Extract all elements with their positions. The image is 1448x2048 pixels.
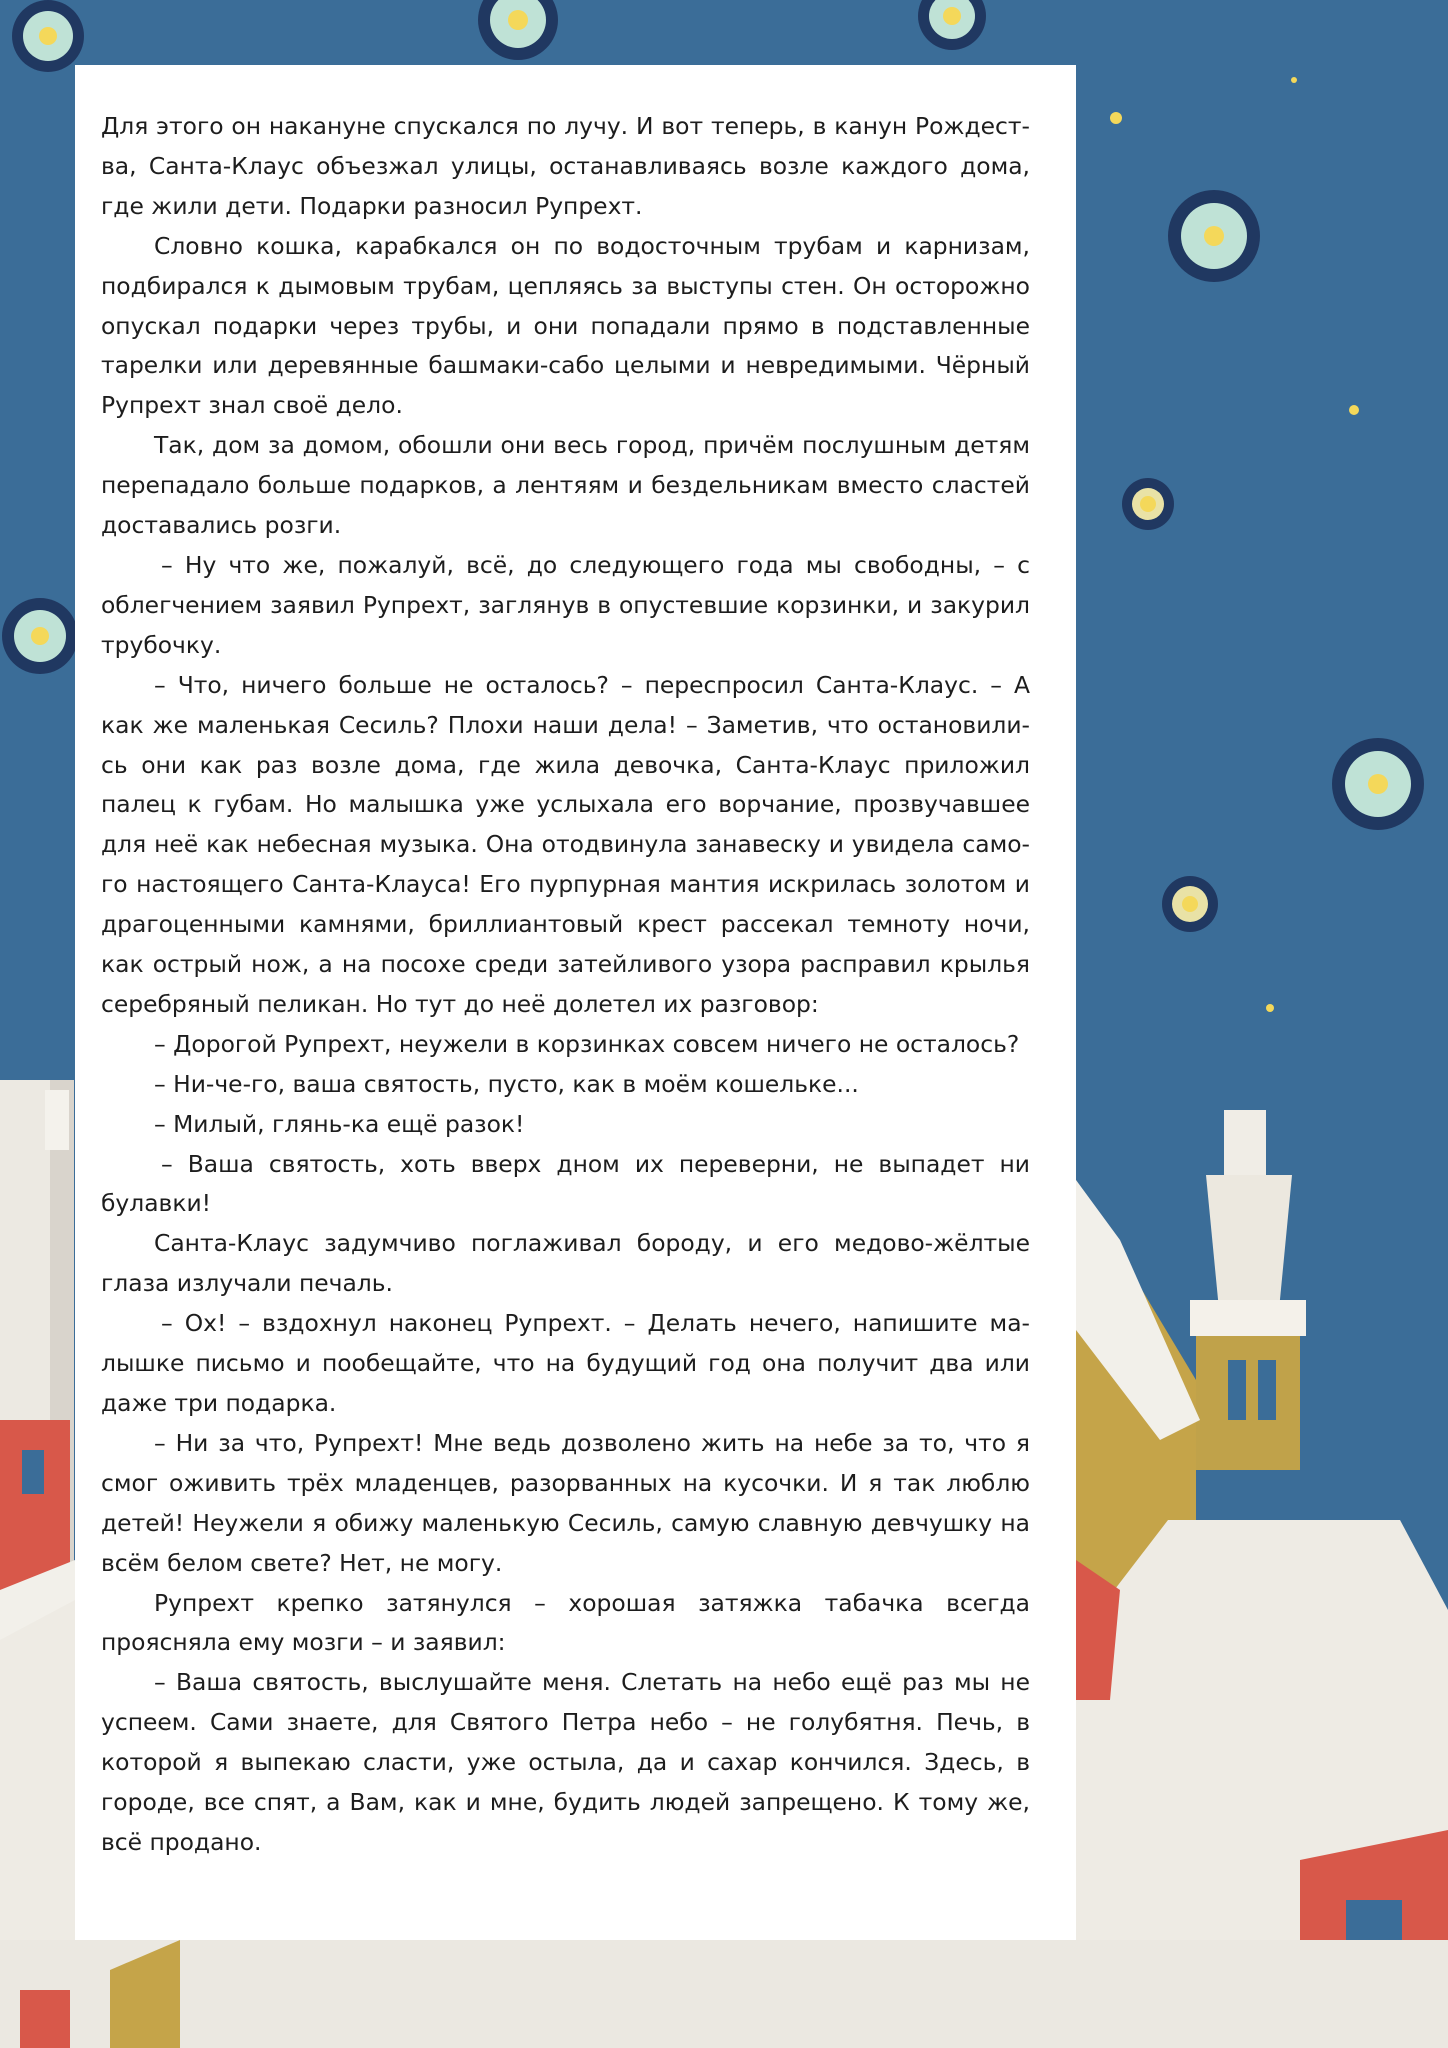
story-paragraph: Так, дом за домом, обошли они весь город, причём послушным детям перепадало больше подарков, а лентяям и бездельникам вместо сластей доставались розги. — [101, 431, 1030, 540]
star-icon — [1266, 1004, 1274, 1012]
star-icon — [1291, 77, 1297, 83]
story-paragraph: Санта-Клаус задумчиво поглаживал бороду, и его медово-жёлтые глаза излучали печаль. — [101, 1229, 1030, 1298]
dialog-line: – Милый, глянь-ка ещё разок! — [154, 1109, 525, 1138]
dialog-line: – Что, ничего больше не осталось? – переспросил Санта-Клаус. – А как же маленькая Сесиль? Плохи наши дела! – Заметив, что остановились они как раз возле дома, где жила девочка, Санта-Клаус приложил палец к губам. Но малышка уже услыхала его ворчание, прозвучавшее для неё как небесная музыка. Она отодвинула занавеску и увидела самого настоящего Санта-Клауса! Его пурпурная мантия искрилась золотом и драгоценными камнями, бриллиантовый крест рассекал темноту ночи, как острый нож, а на посохе среди затейливого узора расправил крылья серебряный пеликан. Но тут до неё долетел их разговор: — [101, 670, 1030, 1018]
dialog-line: – Дорогой Рупрехт, неужели в корзинках совсем ничего не осталось? — [154, 1029, 1020, 1058]
story-paragraph: Словно кошка, карабкался он по водосточным трубам и карнизам, подбирался к дымовым трубам, цепляясь за выступы стен. Он осторожно опускал подарки через трубы, и они попадали прямо в подставленные тарелки или деревянные башмаки-сабо целыми и невредимыми. Чёрный Рупрехт знал своё дело. — [101, 231, 1030, 420]
dialog-line: – Ну что же, пожалуй, всё, до следующего года мы свободны, – с облегчением заявил Рупрехт, заглянув в опустевшие корзинки, и закурил трубочку. — [101, 550, 1030, 659]
dialog-line: – Ваша святость, хоть вверх дном их переверни, не выпадет ни булавки! — [101, 1149, 1030, 1218]
star-icon — [2, 598, 78, 674]
text-page — [75, 65, 1076, 1940]
star-icon — [1162, 876, 1218, 932]
dialog-line: – Ни за что, Рупрехт! Мне ведь дозволено жить на небе за то, что я смог оживить трёх младенцев, разорванных на кусочки. И я так люблю детей! Неужели я обижу маленькую Сесиль, самую славную девчушку на всём белом свете? Нет, не могу. — [101, 1428, 1030, 1577]
story-paragraph: Рупрехт крепко затянулся – хорошая затяжка табачка всегда проясняла ему мозги – и заявил: — [101, 1588, 1030, 1657]
star-icon — [1168, 190, 1260, 282]
dialog-line: – Ваша святость, выслушайте меня. Слетать на небо ещё раз мы не успеем. Сами знаете, для Святого Петра небо – не голубятня. Печь, в которой я выпекаю сласти, уже остыла, да и сахар кончился. Здесь, в городе, все спят, а Вам, как и мне, будить людей запрещено. К тому же, всё продано. — [101, 1668, 1030, 1856]
star-icon — [1332, 738, 1424, 830]
story-text — [101, 107, 1030, 1863]
star-icon — [1122, 478, 1174, 530]
star-icon — [1110, 112, 1122, 124]
star-icon — [1349, 405, 1359, 415]
star-icon — [12, 0, 84, 72]
church-spire-icon — [0, 1080, 75, 1660]
dialog-line: – Ни-че-го, ваша святость, пусто, как в моём кошельке... — [154, 1069, 859, 1098]
dialog-line: – Ох! – вздохнул наконец Рупрехт. – Делать нечего, напишите малышке письмо и пообещайте, что на будущий год она получит два или даже три подарка. — [101, 1309, 1030, 1417]
story-paragraph: Для этого он накануне спускался по лучу. И вот теперь, в канун Рождества, Санта-Клаус объезжал улицы, останавливаясь возле каждого дома, где жили дети. Подарки разносил Рупрехт. — [101, 112, 1030, 220]
